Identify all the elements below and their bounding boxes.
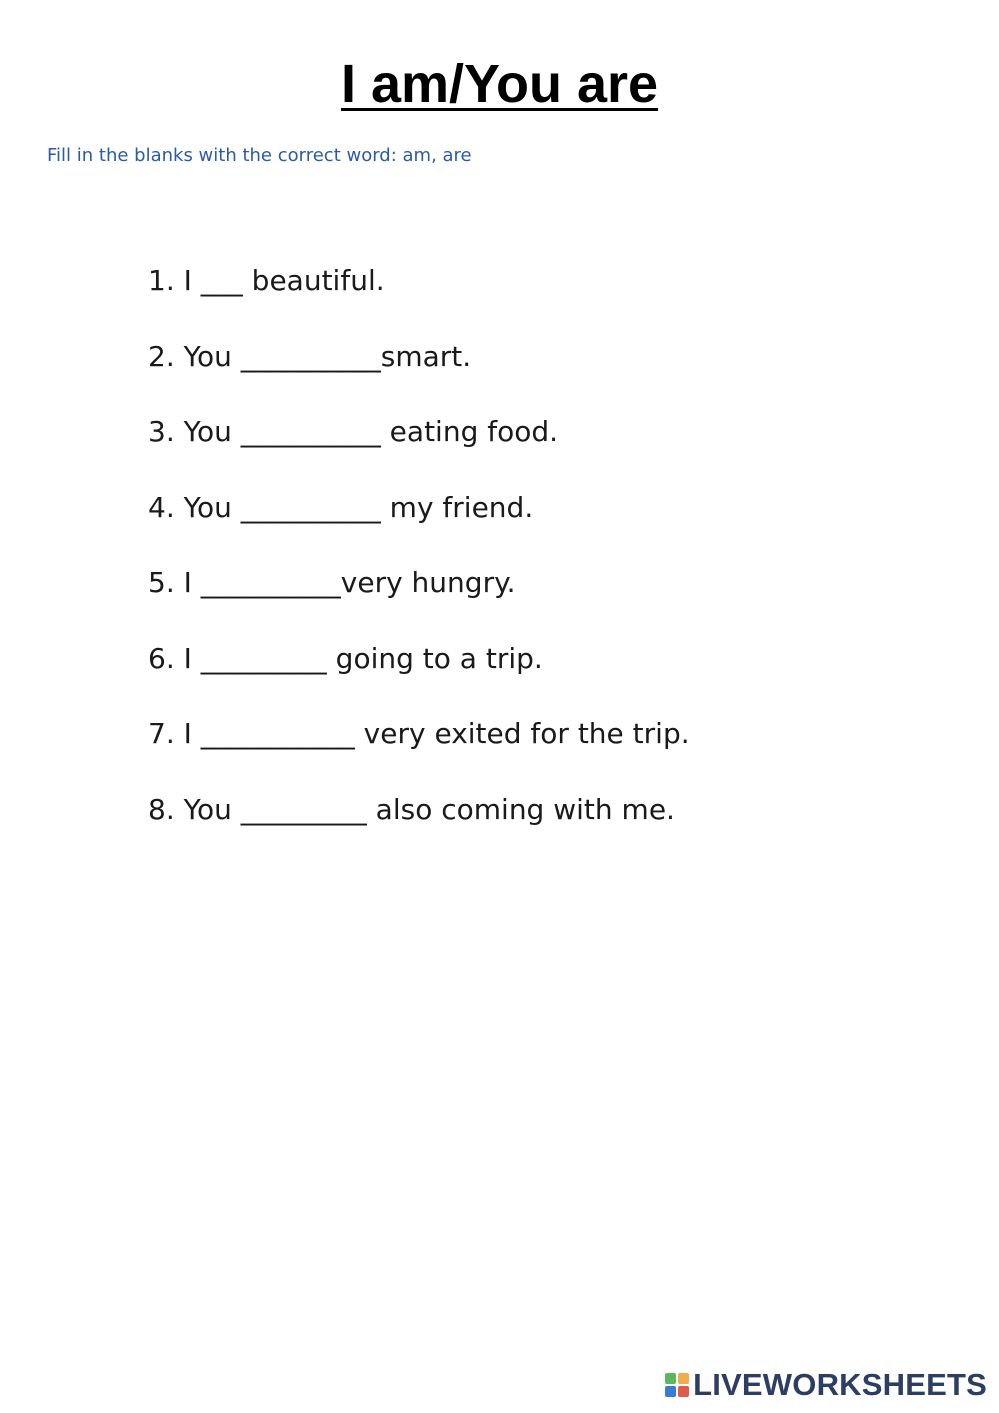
liveworksheets-logo [665, 1367, 987, 1403]
question-item: 6. I _________ going to a trip. [148, 641, 543, 675]
question-item: 7. I ___________ very exited for the trip. [148, 717, 690, 750]
logo-block-red [678, 1386, 689, 1397]
logo-block-orange [678, 1373, 689, 1384]
question-item: 4. You __________ my friend. [148, 490, 534, 524]
question-item: 1. I ___ beautiful. [148, 264, 385, 297]
question-item: 2. You __________smart. [148, 339, 472, 373]
logo-blocks-icon [665, 1373, 689, 1397]
instruction-text: Fill in the blanks with the correct word: am, are [47, 145, 472, 166]
logo-block-green [665, 1373, 676, 1384]
logo-block-blue [665, 1386, 676, 1397]
question-item: 3. You __________ eating food. [148, 415, 559, 448]
question-list [148, 262, 690, 866]
question-item: 8. You _________ also coming with me. [148, 792, 675, 826]
logo-text: LIVEWORKSHEETS [693, 1367, 987, 1402]
question-item: 5. I __________very hungry. [148, 566, 516, 599]
worksheet-title: I am/You are [340, 54, 659, 114]
